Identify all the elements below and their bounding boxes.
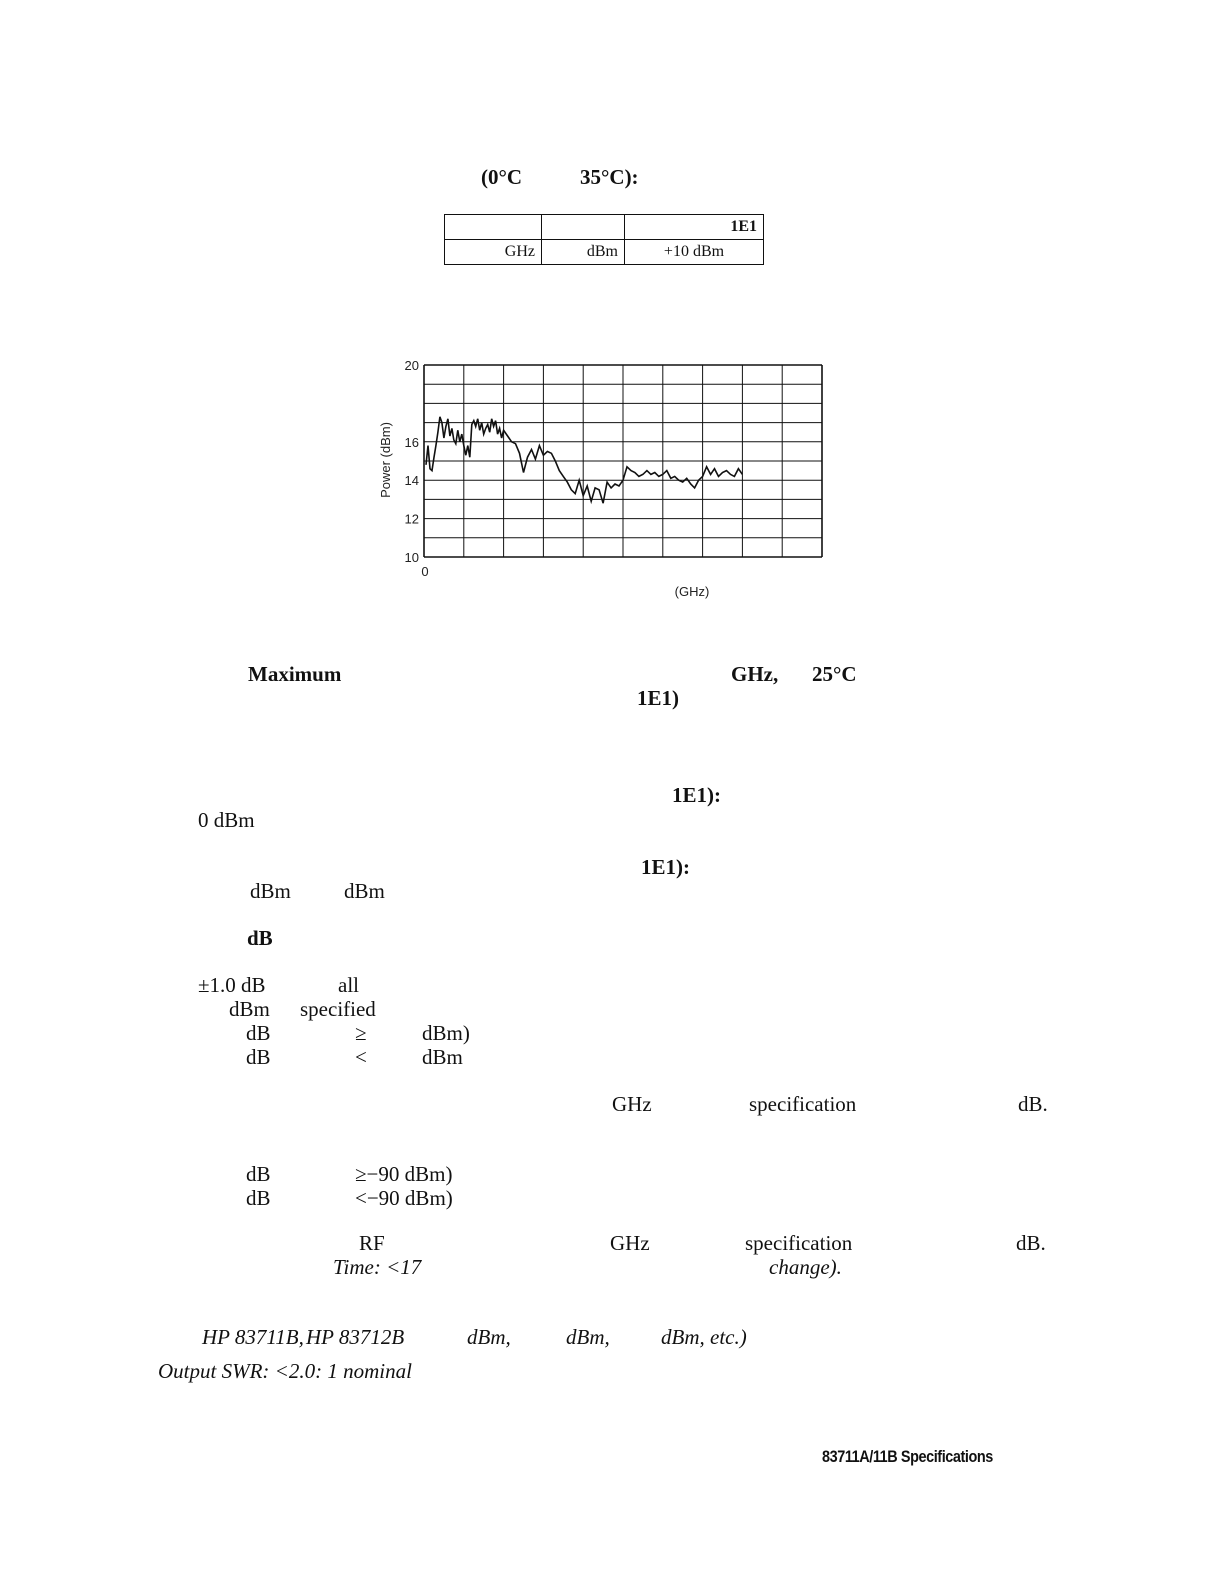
- y-tick-label: 12: [404, 511, 419, 527]
- ghz-label: GHz: [610, 1231, 650, 1255]
- maximum-label: Maximum: [248, 662, 342, 686]
- unit-db: dB: [246, 1021, 271, 1045]
- y-tick-label: 14: [404, 473, 419, 489]
- unit-dbm-etc: dBm, etc.): [661, 1325, 747, 1349]
- unit-dbm: dBm: [229, 997, 270, 1021]
- threshold-gte: ≥−90 dBm): [355, 1162, 453, 1186]
- x-axis-label: (GHz): [674, 584, 710, 599]
- ghz-label: GHz: [612, 1092, 652, 1116]
- unit-dbm: dBm: [344, 879, 385, 903]
- unit-dbm: dBm: [422, 1045, 463, 1069]
- chart-grid: [424, 365, 822, 557]
- text-all: all: [338, 973, 359, 997]
- ghz-label: GHz,: [731, 662, 779, 686]
- y-axis-label: Power (dBm): [378, 422, 393, 498]
- table-cell: GHz: [445, 240, 542, 265]
- time-spec: Time: <17: [333, 1255, 422, 1279]
- x-tick-label: 0: [421, 564, 429, 579]
- unit-dbm: dBm,: [566, 1325, 610, 1349]
- page-footer: 83711A/11B Specifications: [822, 1447, 993, 1466]
- unit-db: dB.: [1018, 1092, 1048, 1116]
- text-specified: specified: [300, 997, 376, 1021]
- text-specification: specification: [749, 1092, 857, 1116]
- option-1e1: 1E1): [637, 686, 679, 710]
- unit-db: dB: [246, 1045, 271, 1069]
- symbol-gte: ≥: [355, 1021, 367, 1045]
- model-83712b: HP 83712B: [306, 1325, 405, 1349]
- unit-db: dB: [247, 926, 273, 950]
- unit-db: dB.: [1016, 1231, 1046, 1255]
- table-cell: [445, 215, 542, 240]
- power-spec-table: [444, 214, 764, 265]
- y-tick-label: 10: [404, 550, 419, 565]
- table-row: [445, 215, 764, 240]
- temp-range-high: 35°C):: [580, 165, 639, 189]
- threshold-lt: <−90 dBm): [355, 1186, 453, 1210]
- accuracy-value: ±1.0 dB: [198, 973, 266, 997]
- unit-db: dB: [246, 1162, 271, 1186]
- series-line: [426, 417, 742, 503]
- text-change: change).: [769, 1255, 842, 1279]
- option-1e1: 1E1):: [641, 855, 690, 879]
- power-chart: [370, 350, 840, 610]
- rf-label: RF: [359, 1231, 385, 1255]
- y-tick-labels: [405, 358, 419, 565]
- text-specification: specification: [745, 1231, 853, 1255]
- y-tick-label: 16: [404, 434, 419, 450]
- model-83711b: HP 83711B,: [202, 1325, 304, 1349]
- table-cell: 1E1: [625, 215, 764, 240]
- output-swr: Output SWR: <2.0: 1 nominal: [158, 1359, 412, 1383]
- y-tick-label: 20: [404, 358, 419, 373]
- power-value: 0 dBm: [198, 808, 255, 832]
- unit-db: dB: [246, 1186, 271, 1210]
- unit-dbm: dBm: [250, 879, 291, 903]
- option-1e1: 1E1):: [672, 783, 721, 807]
- table-cell: dBm: [542, 240, 625, 265]
- temp-range-low: (0°C: [481, 165, 523, 189]
- temp-label: 25°C: [812, 662, 857, 686]
- table-row: [445, 240, 764, 265]
- table-cell: +10 dBm: [625, 240, 764, 265]
- table-cell: [542, 215, 625, 240]
- symbol-lt: <: [355, 1045, 367, 1069]
- unit-dbm: dBm,: [467, 1325, 511, 1349]
- unit-dbm: dBm): [422, 1021, 470, 1045]
